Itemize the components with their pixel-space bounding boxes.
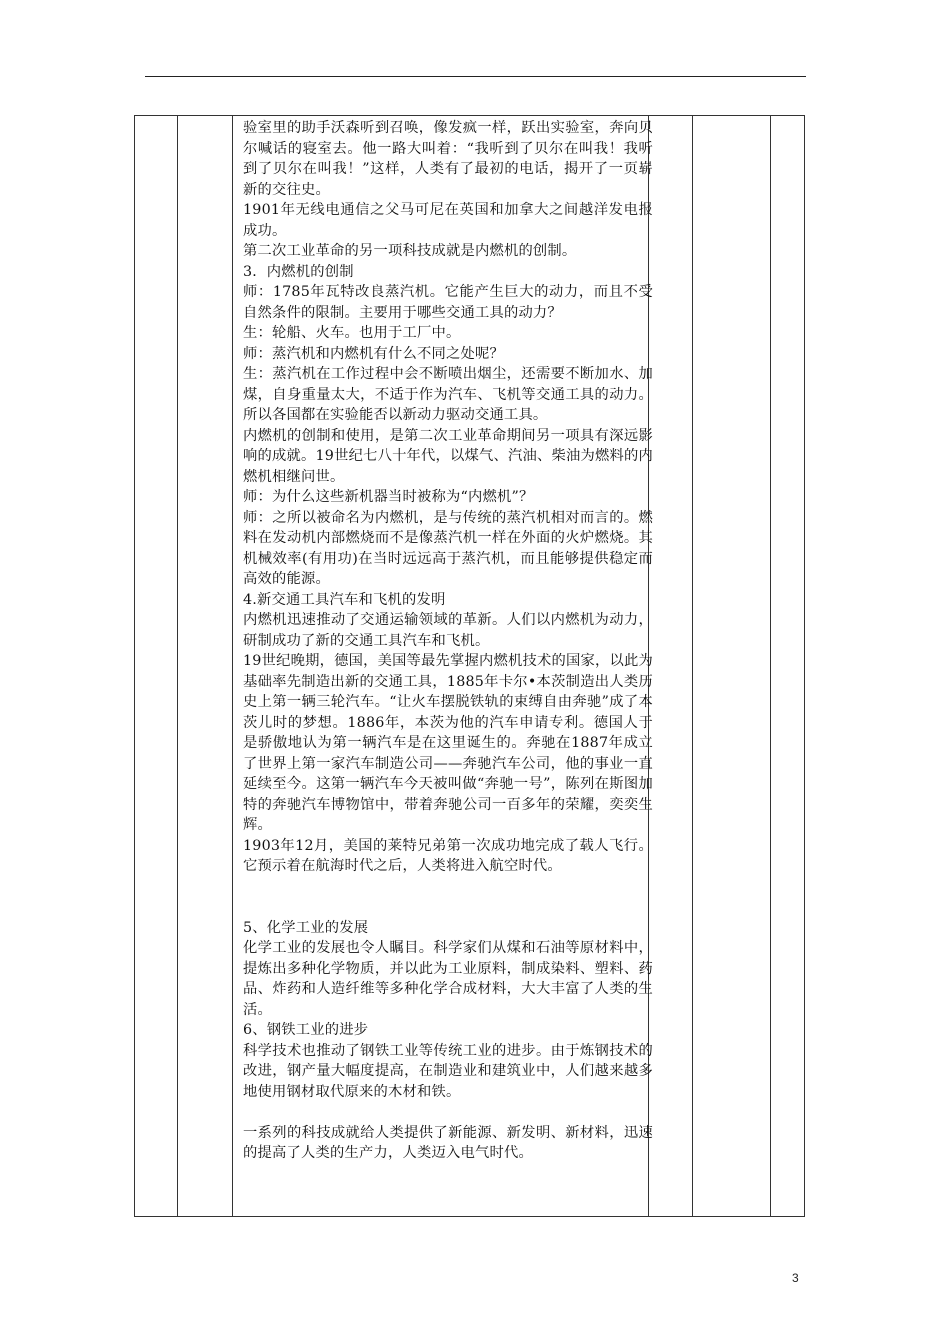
paragraph: 生：轮船、火车。也用于工厂中。 xyxy=(243,325,461,341)
paragraph: 化学工业的发展也令人瞩目。科学家们从煤和石油等原材料中，提炼出多种化学物质，并以此为工业原料，制成染料、塑料、药品、炸药和人造纤维等多种化学合成材料，大大丰富了人类的生活。 xyxy=(243,940,653,1018)
paragraph: 师：为什么这些新机器当时被称为“内燃机”？ xyxy=(243,489,534,505)
paragraph: 师：蒸汽机和内燃机有什么不同之处呢？ xyxy=(243,345,504,362)
column-divider xyxy=(692,116,693,1216)
section-heading: 4.新交通工具汽车和飞机的发明 xyxy=(243,591,446,608)
section-heading: 5、化学工业的发展 xyxy=(243,919,369,936)
paragraph: 验室里的助手沃森听到召唤，像发疯一样，跃出实验室，奔向贝尔喊话的寝室去。他一路大叫着：“我听到了贝尔在叫我！我听到了贝尔在叫我！”这样，人类有了最初的电话，揭开了一页崭新的交往史。 xyxy=(243,120,653,198)
paragraph: 一系列的科技成就给人类提供了新能源、新发明、新材料，迅速的提高了人类的生产力，人类迈入电气时代。 xyxy=(243,1124,653,1161)
paragraph: 师：之所以被命名为内燃机，是与传统的蒸汽机相对而言的。燃料在发动机内部燃烧而不是像蒸汽机一样在外面的火炉燃烧。其机械效率(有用功)在当时远远高于蒸汽机，而且能够提供稳定而高效的能源。 xyxy=(243,509,653,587)
paragraph: 师：1785年瓦特改良蒸汽机。它能产生巨大的动力，而且不受自然条件的限制。主要用于哪些交通工具的动力？ xyxy=(243,284,653,321)
blank-line xyxy=(243,897,653,918)
paragraph: 第二次工业革命的另一项科技成就是内燃机的创制。 xyxy=(243,243,577,259)
column-divider xyxy=(177,116,178,1216)
paragraph: 1903年12月，美国的莱特兄弟第一次成功地完成了载人飞行。它预示着在航海时代之后，人类将进入航空时代。 xyxy=(243,837,653,874)
blank-line xyxy=(243,1102,653,1123)
header-rule xyxy=(145,76,806,77)
page-number: 3 xyxy=(792,1271,799,1285)
column-divider xyxy=(770,116,771,1216)
paragraph: 19世纪晚期，德国，美国等最先掌握内燃机技术的国家，以此为基础率先制造出新的交通工具，1885年卡尔•本茨制造出人类历史上第一辆三轮汽车。“让火车摆脱铁轨的束缚自由奔驰”成了本茨儿时的梦想。1886年，本茨为他的汽车申请专利。德国人于是骄傲地认为第一辆汽车是在这里诞生的。奔驰在1887年成立了世界上第一家汽车制造公司——奔驰汽车公司，他的事业一直延续至今。这第一辆汽车今天被叫做“奔驰一号”，陈列在斯图加特的奔驰汽车博物馆中，带着奔驰公司一百多年的荣耀，奕奕生辉。 xyxy=(243,653,654,833)
paragraph: 生：蒸汽机在工作过程中会不断喷出烟尘，还需要不断加水、加煤，自身重量太大，不适于作为汽车、飞机等交通工具的动力。所以各国都在实验能否以新动力驱动交通工具。 xyxy=(243,366,653,423)
paragraph: 1901年无线电通信之父马可尼在英国和加拿大之间越洋发电报成功。 xyxy=(243,202,653,239)
column-divider xyxy=(232,116,233,1216)
blank-line xyxy=(243,877,653,898)
section-heading: 6、钢铁工业的进步 xyxy=(243,1022,369,1038)
paragraph: 内燃机迅速推动了交通运输领域的革新。人们以内燃机为动力，研制成功了新的交通工具汽车和飞机。 xyxy=(243,612,653,649)
lesson-content-cell xyxy=(243,116,653,1164)
section-heading: 3．内燃机的创制 xyxy=(243,263,354,280)
paragraph: 科学技术也推动了钢铁工业等传统工业的进步。由于炼钢技术的改进，钢产量大幅度提高，在制造业和建筑业中，人们越来越多地使用钢材取代原来的木材和铁。 xyxy=(243,1042,653,1100)
lesson-table xyxy=(134,115,805,1217)
paragraph: 内燃机的创制和使用，是第二次工业革命期间另一项具有深远影响的成就。19世纪七八十年代，以煤气、汽油、柴油为燃料的内燃机相继问世。 xyxy=(243,427,654,485)
